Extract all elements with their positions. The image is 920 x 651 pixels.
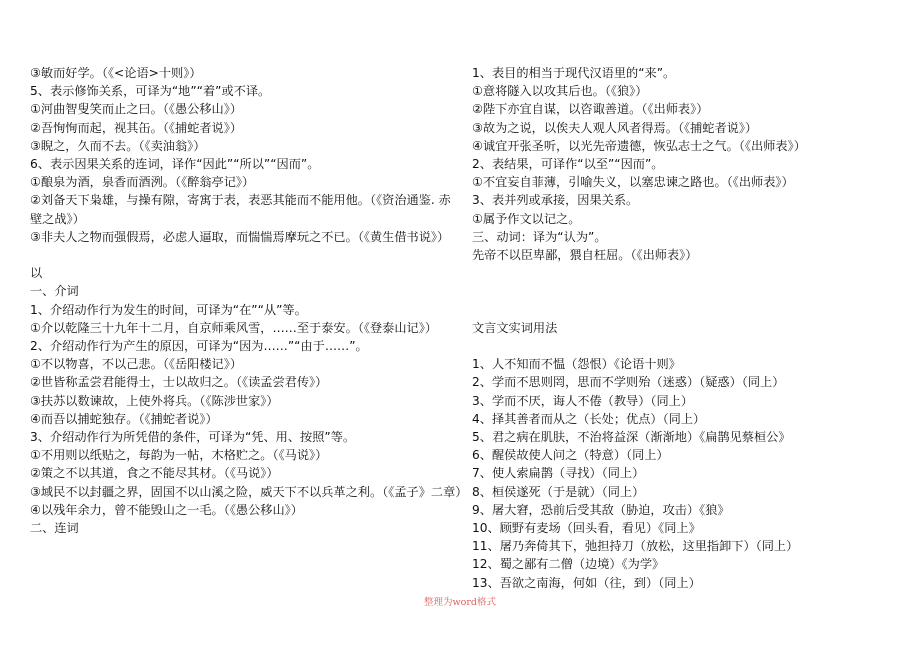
text-line: 二、连词: [30, 521, 79, 536]
text-line: ③扶苏以数谏故，上使外将兵。（《陈涉世家》）: [30, 393, 279, 408]
list-item: 9、屠大窘，恐前后受其敌（胁迫，攻击）《狼》: [472, 502, 730, 517]
list-item: 10、顾野有麦场（回头看，看见）《同上》: [472, 521, 701, 536]
list-item: 11、屠乃奔倚其下，弛担持刀（放松，这里指卸下）（同上）: [472, 539, 799, 554]
text-line: ③睨之，久而不去。（《卖油翁》）: [30, 138, 206, 153]
right-section-shici: [472, 319, 902, 592]
text-line: ③非夫人之物而强假焉，必虑人逼取，而惴惴焉摩玩之不已。（《黄生借书说》）: [30, 229, 450, 244]
text-line: ①酿泉为酒，泉香而酒洌。（《醉翁亭记》）: [30, 175, 255, 190]
text-line: ①介以乾隆三十九年十二月，自京师乘风雪，……至于泰安。（《登泰山记》）: [30, 320, 438, 335]
list-item: 13、吾欲之南海，何如（往，到）（同上）: [472, 575, 701, 590]
text-line: ④诚宜开张圣听，以光先帝遗德，恢弘志士之气。（《出师表》）: [472, 138, 806, 153]
text-line: 3、表并列或承接，因果关系。: [472, 193, 639, 208]
list-item: 1、人不知而不愠（怨恨）《论语十则》: [472, 357, 681, 372]
list-item: 6、醒侯故使人问之（特意）（同上）: [472, 448, 669, 463]
text-line: 一、介词: [30, 284, 79, 299]
page-footer: 整理为word格式: [424, 597, 496, 608]
spacer: [472, 282, 902, 300]
text-line: ③敏而好学。（《<论语>十则》）: [30, 66, 202, 80]
spacer: [472, 337, 902, 355]
text-line: 5、表示修饰关系，可译为“地”“着”或不译。: [30, 84, 271, 99]
spacer: [472, 264, 902, 282]
text-line: 三、动词：译为“认为”。: [472, 229, 607, 244]
spacer: [30, 246, 462, 264]
text-line: ①意将隧入以攻其后也。（《狼》）: [472, 84, 648, 99]
list-item: 4、择其善者而从之（长处；优点）（同上）: [472, 411, 706, 426]
text-line: ④而吾以捕蛇独存。（《捕蛇者说》）: [30, 411, 218, 426]
text-line: 3、介绍动作行为所凭借的条件，可译为“凭、用、按照”等。: [30, 430, 356, 445]
text-line: ②刘备天下枭雄，与操有隙，寄寓于表，表恶其能而不能用他。（《资治通鉴. 赤壁之战》）: [30, 193, 451, 226]
text-line: ①河曲智叟笑而止之曰。（《愚公移山》）: [30, 102, 243, 117]
text-line: 6、表示因果关系的连词，译作“因此”“所以”“因而”。: [30, 157, 320, 172]
right-section-yi-continued: [472, 64, 902, 264]
left-section-er: [30, 64, 462, 246]
text-line: ①不以物喜，不以己悲。（《岳阳楼记》）: [30, 357, 243, 372]
section-title: 以: [30, 266, 43, 281]
text-line: ①不宜妄自菲薄，引喻失义，以塞忠谏之路也。（《出师表》）: [472, 175, 794, 190]
text-line: ④以残年余力，曾不能毁山之一毛。（《愚公移山》）: [30, 502, 303, 517]
text-line: 1、表目的相当于现代汉语里的“来”。: [472, 66, 676, 80]
list-item: 5、君之病在肌肤，不治将益深（渐渐地）《扁鹊见蔡桓公》: [472, 430, 791, 444]
left-section-yi: [30, 264, 468, 537]
list-item: 2、学而不思则罔，思而不学则殆（迷惑）（疑惑）（同上）: [472, 375, 785, 390]
text-line: 先帝不以臣卑鄙，猥自枉屈。（《出师表》）: [472, 248, 698, 263]
text-line: 2、表结果，可译作“以至”“因而”。: [472, 157, 664, 172]
text-line: ②策之不以其道，食之不能尽其材。（《马说》）: [30, 466, 279, 481]
list-item: 12、蜀之鄙有二僧（边境）《为学》: [472, 557, 665, 572]
text-line: ③故为之说，以俟夫人观人风者得焉。（《捕蛇者说》）: [472, 120, 758, 135]
text-line: ②陛下亦宜自谋，以咨诹善道。（《出师表》）: [472, 102, 709, 117]
left-column: [30, 64, 468, 537]
section-heading: 文言文实词用法: [472, 320, 558, 335]
list-item: 8、桓侯遂死（于是就）（同上）: [472, 484, 645, 499]
right-column: [472, 64, 902, 592]
text-line: 1、介绍动作行为发生的时间，可译为“在”“从”等。: [30, 302, 307, 317]
text-line: 2、介绍动作行为产生的原因，可译为“因为……”“由于……”。: [30, 339, 368, 354]
spacer: [472, 301, 902, 319]
text-line: ①不用则以纸贴之，每韵为一帖，木格贮之。（《马说》）: [30, 448, 328, 463]
list-item: 3、学而不厌，诲人不倦（教导）（同上）: [472, 393, 694, 408]
text-line: ①属予作文以记之。: [472, 211, 581, 226]
text-line: ③域民不以封疆之界，固国不以山溪之险，威天下不以兵革之利。（《孟子》二章）: [30, 484, 468, 499]
list-item: 7、使人索扁鹊（寻找）（同上）: [472, 466, 645, 481]
text-line: ②世皆称孟尝君能得士，士以故归之。（《读孟尝君传》）: [30, 375, 328, 390]
text-line: ②吾恂恂而起，视其缶。（《捕蛇者说》）: [30, 120, 243, 135]
